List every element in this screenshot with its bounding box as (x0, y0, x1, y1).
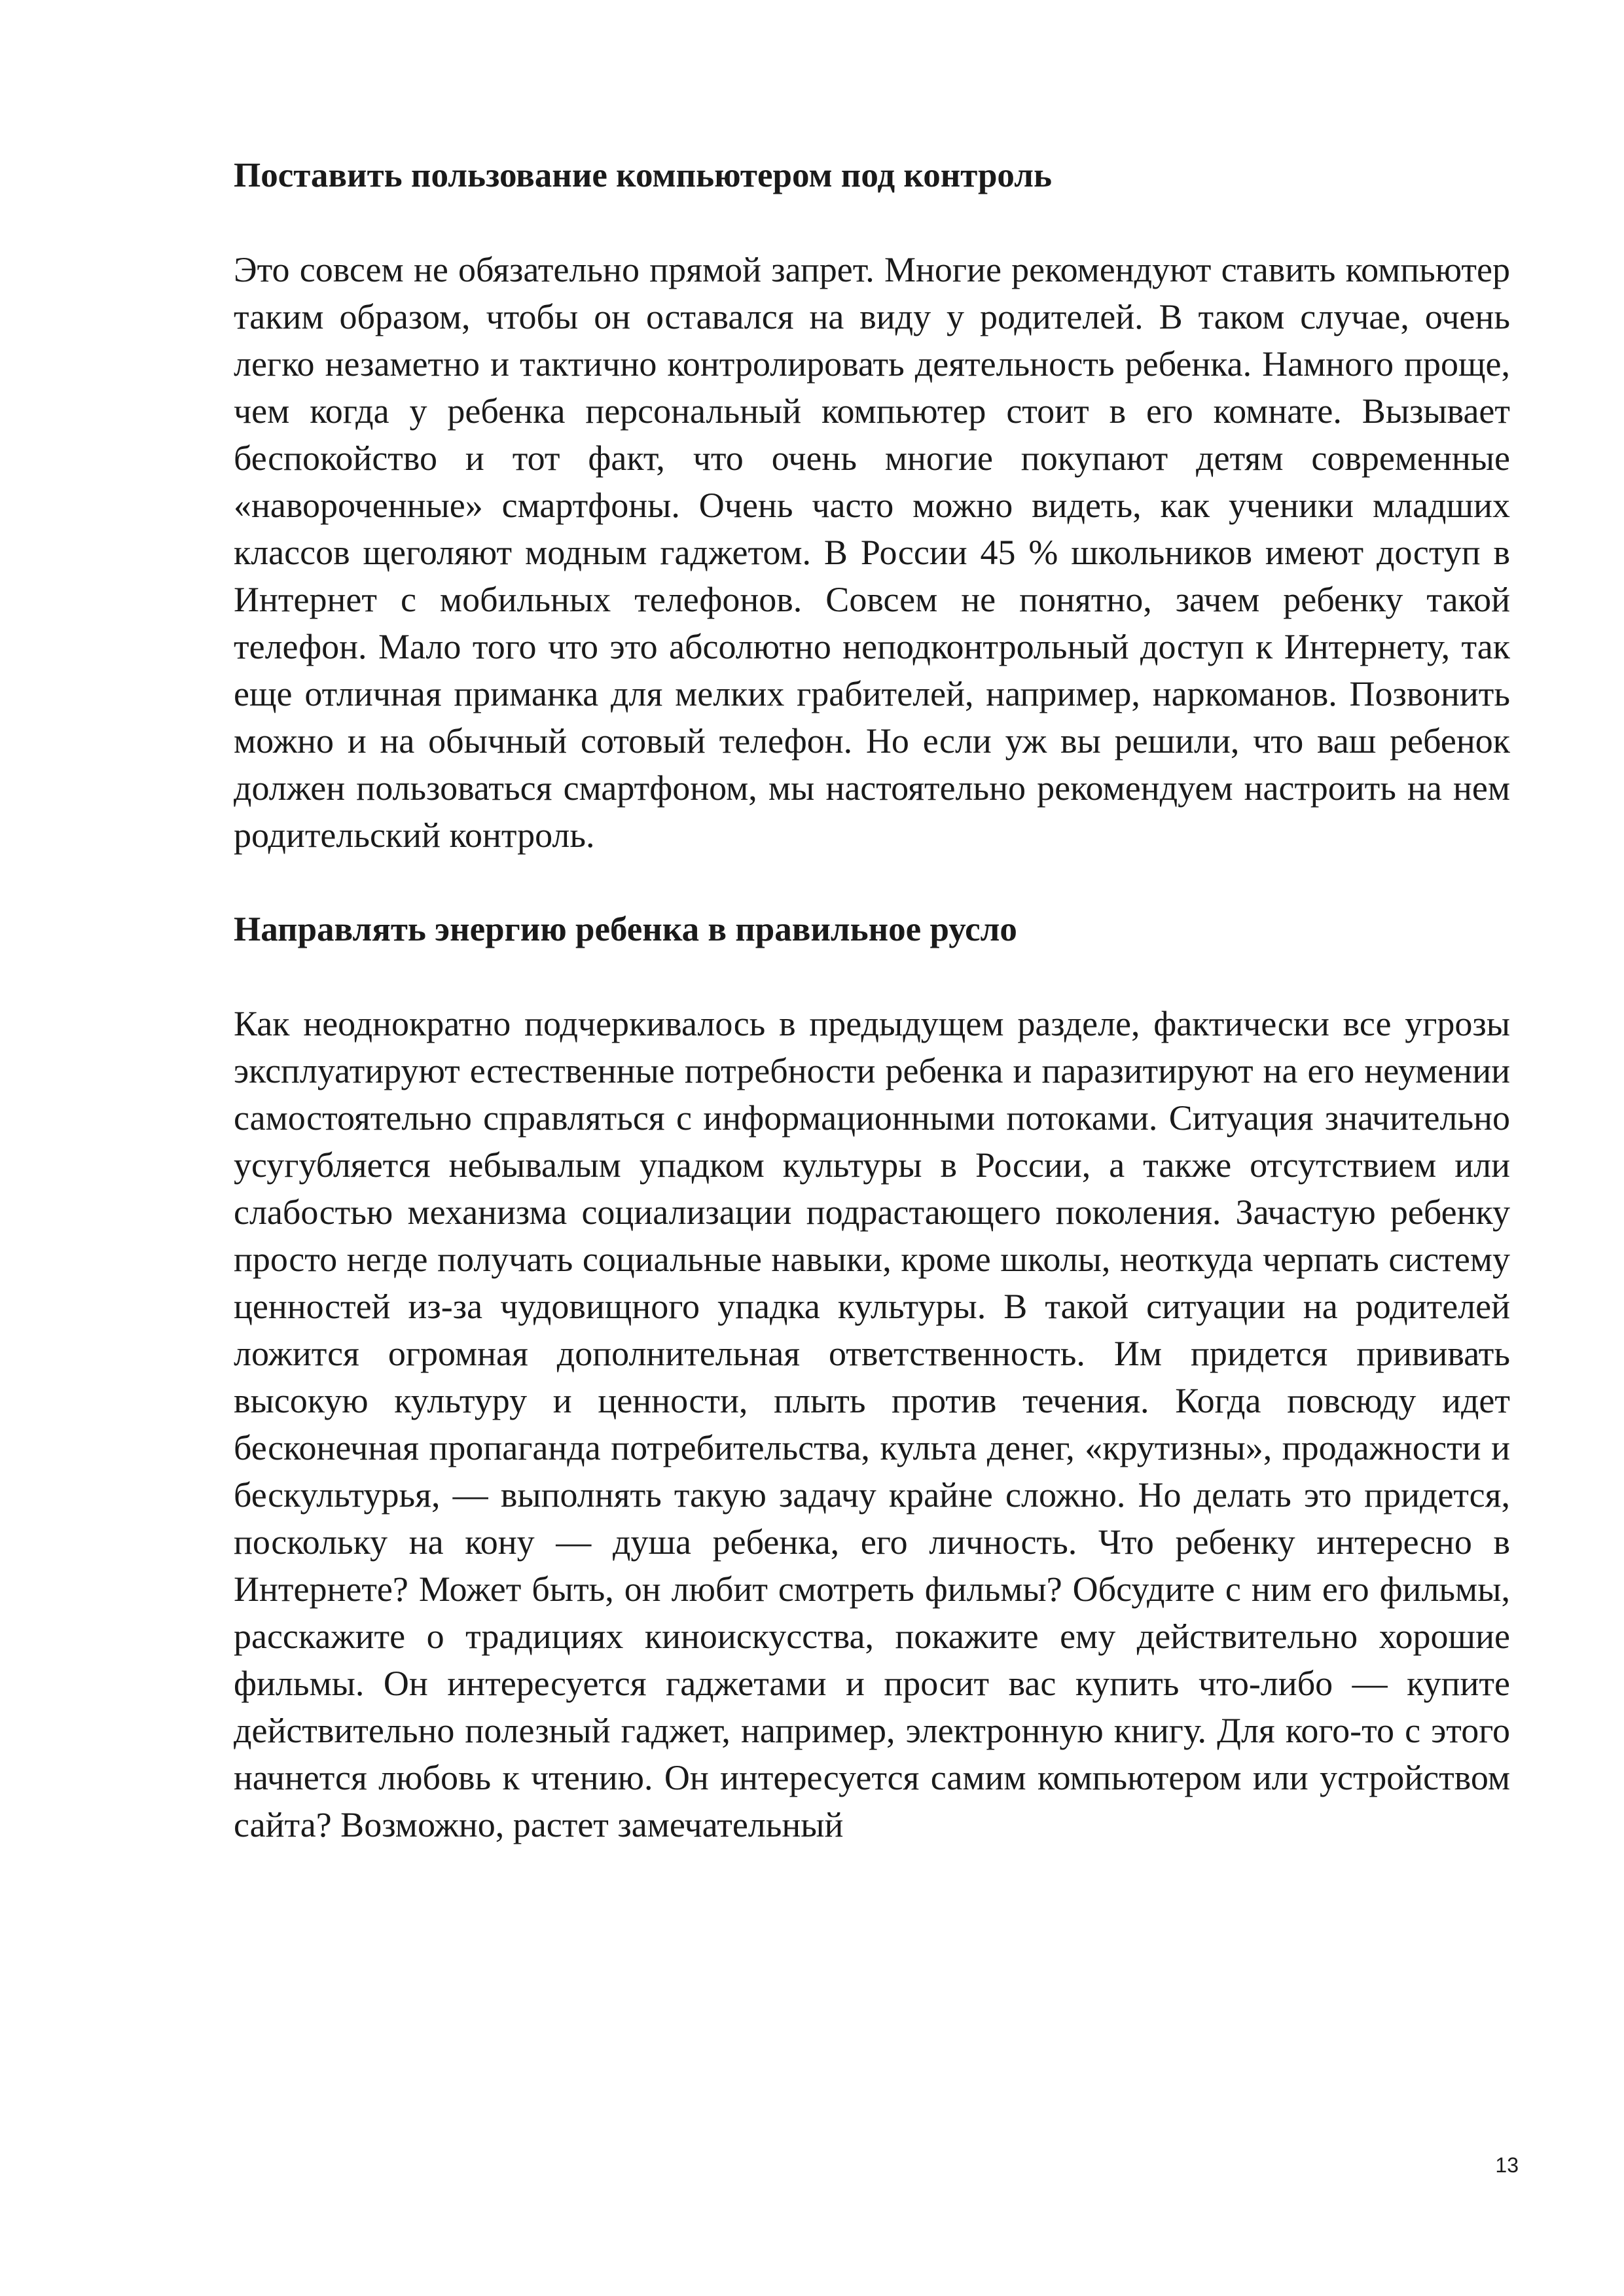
page-number: 13 (1495, 2153, 1519, 2177)
document-page (234, 152, 1510, 1848)
section-heading-computer-control: Поставить пользование компьютером под контроль (234, 156, 1052, 194)
section-paragraph-child-energy: Как неоднократно подчеркивалось в предыдущем разделе, фактически все угрозы эксплуатируют естественные потребности ребенка и паразитируют на его неумении самостоятельно справляться с информационными потоками. Ситуация значительно усугубляется небывалым упадком культуры в России, а также отсутствием или слабостью механизма социализации подрастающего поколения. Зачастую ребенку просто негде получать социальные навыки, кроме школы, неоткуда черпать систему ценностей из-за чудовищного упадка культуры. В такой ситуации на родителей ложится огромная дополнительная ответственность. Им придется прививать высокую культуру и ценности, плыть против течения. Когда повсюду идет бесконечная пропаганда потребительства, культа денег, «крутизны», продажности и бескультурья, — выполнять такую задачу крайне сложно. Но делать это придется, поскольку на кону — душа ребенка, его личность. Что ребенку интересно в Интернете? Может быть, он любит смотреть фильмы? Обсудите с ним его фильмы, расскажите о традициях киноискусства, покажите ему действительно хорошие фильмы. Он интересуется гаджетами и просит вас купить что-либо — купите действительно полезный гаджет, например, электронную книгу. Для кого-то с этого начнется любовь к чтению. Он интересуется самим компьютером или устройством сайта? Возможно, растет замечательный (234, 1004, 1510, 1844)
section-paragraph-computer-control: Это совсем не обязательно прямой запрет. Многие рекомендуют ставить компьютер таким образом, чтобы он оставался на виду у родителей. В таком случае, очень легко незаметно и тактично контролировать деятельность ребенка. Намного проще, чем когда у ребенка персональный компьютер стоит в его комнате. Вызывает беспокойство и тот факт, что очень многие покупают детям современные «навороченные» смартфоны. Очень часто можно видеть, как ученики младших классов щеголяют модным гаджетом. В России 45 % школьников имеют доступ в Интернет с мобильных телефонов. Совсем не понятно, зачем ребенку такой телефон. Мало того что это абсолютно неподконтрольный доступ к Интернету, так еще отличная приманка для мелких грабителей, например, наркоманов. Позвонить можно и на обычный сотовый телефон. Но если уж вы решили, что ваш ребенок должен пользоваться смартфоном, мы настоятельно рекомендуем настроить на нем родительский контроль. (234, 250, 1510, 855)
section-heading-child-energy: Направлять энергию ребенка в правильное русло (234, 910, 1017, 948)
